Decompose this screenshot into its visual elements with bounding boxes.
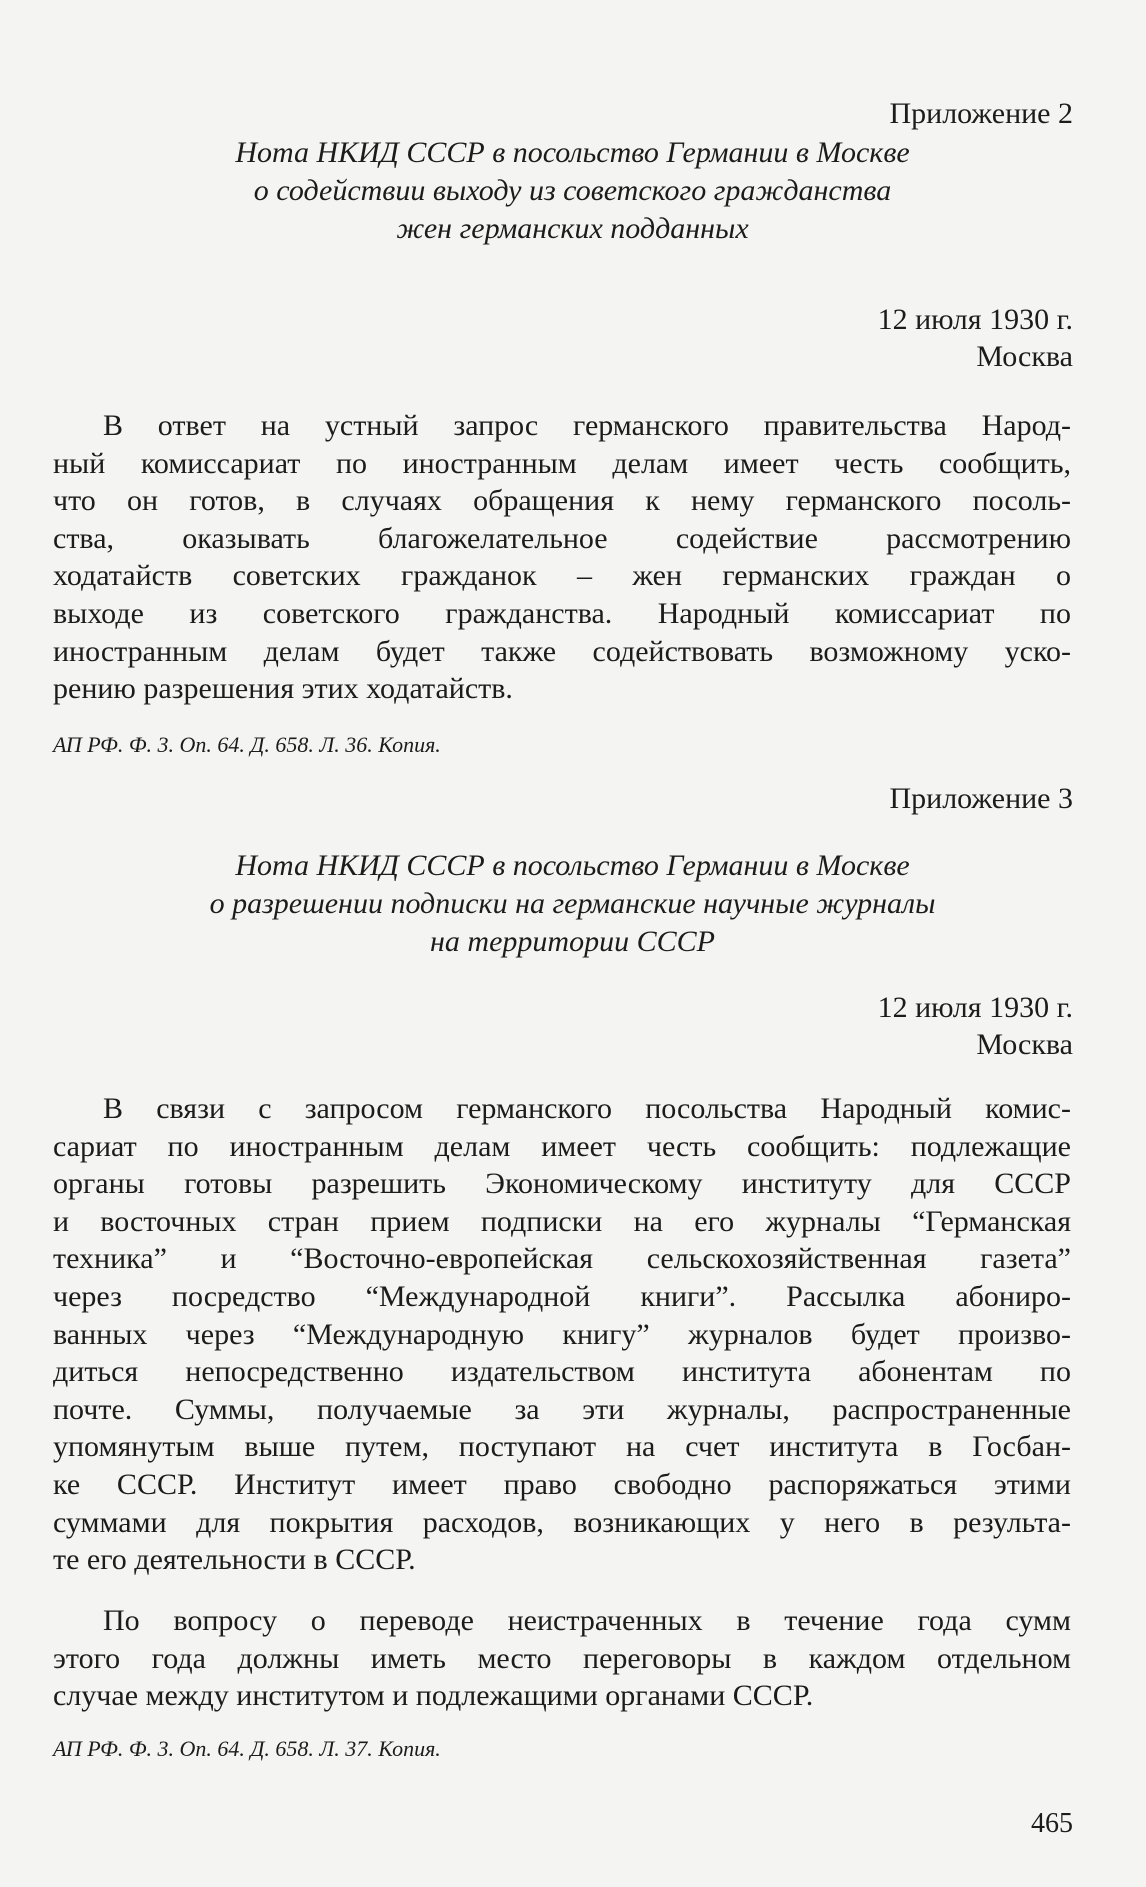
page-number: 465 [1031, 1808, 1073, 1839]
appendix-3-date: 12 июля 1930 г. [877, 991, 1073, 1024]
text-line: иностранным делам будет также содействовать возможному уско- [53, 634, 1071, 668]
text-line: По вопросу о переводе неистраченных в течение года сумм [103, 1604, 1071, 1637]
appendix-3-body-2 [53, 1602, 1071, 1715]
text-line: те его деятельности в СССР. [53, 1543, 416, 1577]
text-line: ходатайств советских гражданок – жен германских граждан о [53, 559, 1071, 593]
appendix-3-source: АП РФ. Ф. 3. Оп. 64. Д. 658. Л. 37. Копия. [53, 1736, 441, 1761]
text-line: рению разрешения этих ходатайств. [53, 672, 513, 706]
appendix-2-title [80, 134, 1065, 248]
appendix-2-label: Приложение 2 [889, 97, 1073, 130]
text-line: ке СССР. Институт имеет право свободно распоряжаться этими [53, 1467, 1071, 1501]
title-line: на территории СССР [430, 925, 715, 958]
title-line: жен германских подданных [396, 212, 749, 245]
text-line: случае между институтом и подлежащими органами СССР. [53, 1679, 814, 1713]
text-line: и восточных стран прием подписки на его журналы “Германская [53, 1204, 1071, 1238]
title-line: Нота НКИД СССР в посольство Германии в Москве [235, 849, 910, 882]
appendix-3-place: Москва [976, 1028, 1073, 1061]
appendix-3-title [80, 847, 1065, 961]
appendix-2-date: 12 июля 1930 г. [877, 303, 1073, 336]
text-line: упомянутым выше путем, поступают на счет института в Госбан- [53, 1430, 1071, 1464]
text-line: органы готовы разрешить Экономическому институту для СССР [53, 1167, 1071, 1201]
text-line: ства, оказывать благожелательное содействие рассмотрению [53, 521, 1071, 555]
text-line: этого года должны иметь место переговоры в каждом отдельном [53, 1641, 1071, 1675]
text-line: почте. Суммы, получаемые за эти журналы, распространенные [53, 1392, 1071, 1426]
text-line: В ответ на устный запрос германского правительства Народ- [103, 409, 1071, 442]
text-line: ванных через “Международную книгу” журналов будет произво- [53, 1317, 1071, 1351]
text-line: диться непосредственно издательством института абонентам по [53, 1355, 1071, 1389]
appendix-2-place: Москва [976, 340, 1073, 373]
appendix-3-body-1 [53, 1090, 1071, 1579]
title-line: Нота НКИД СССР в посольство Германии в Москве [235, 136, 910, 169]
appendix-3-label: Приложение 3 [889, 782, 1073, 815]
title-line: о разрешении подписки на германские научные журналы [209, 887, 936, 920]
appendix-2-body [53, 407, 1071, 708]
text-line: ный комиссариат по иностранным делам имеет честь сообщить, [53, 446, 1071, 480]
text-line: выходе из советского гражданства. Народный комиссариат по [53, 596, 1071, 630]
text-line: В связи с запросом германского посольства Народный комис- [103, 1092, 1071, 1125]
text-line: что он готов, в случаях обращения к нему германского посоль- [53, 484, 1071, 518]
text-line: техника” и “Восточно-европейская сельскохозяйственная газета” [53, 1242, 1071, 1276]
text-line: суммами для покрытия расходов, возникающих у него в результа- [53, 1505, 1071, 1539]
title-line: о содействии выходу из советского гражданства [253, 174, 892, 207]
text-line: через посредство “Международной книги”. Рассылка абониро- [53, 1279, 1071, 1313]
text-line: сариат по иностранным делам имеет честь сообщить: подлежащие [53, 1129, 1071, 1163]
appendix-2-source: АП РФ. Ф. 3. Оп. 64. Д. 658. Л. 36. Копия. [53, 732, 441, 757]
